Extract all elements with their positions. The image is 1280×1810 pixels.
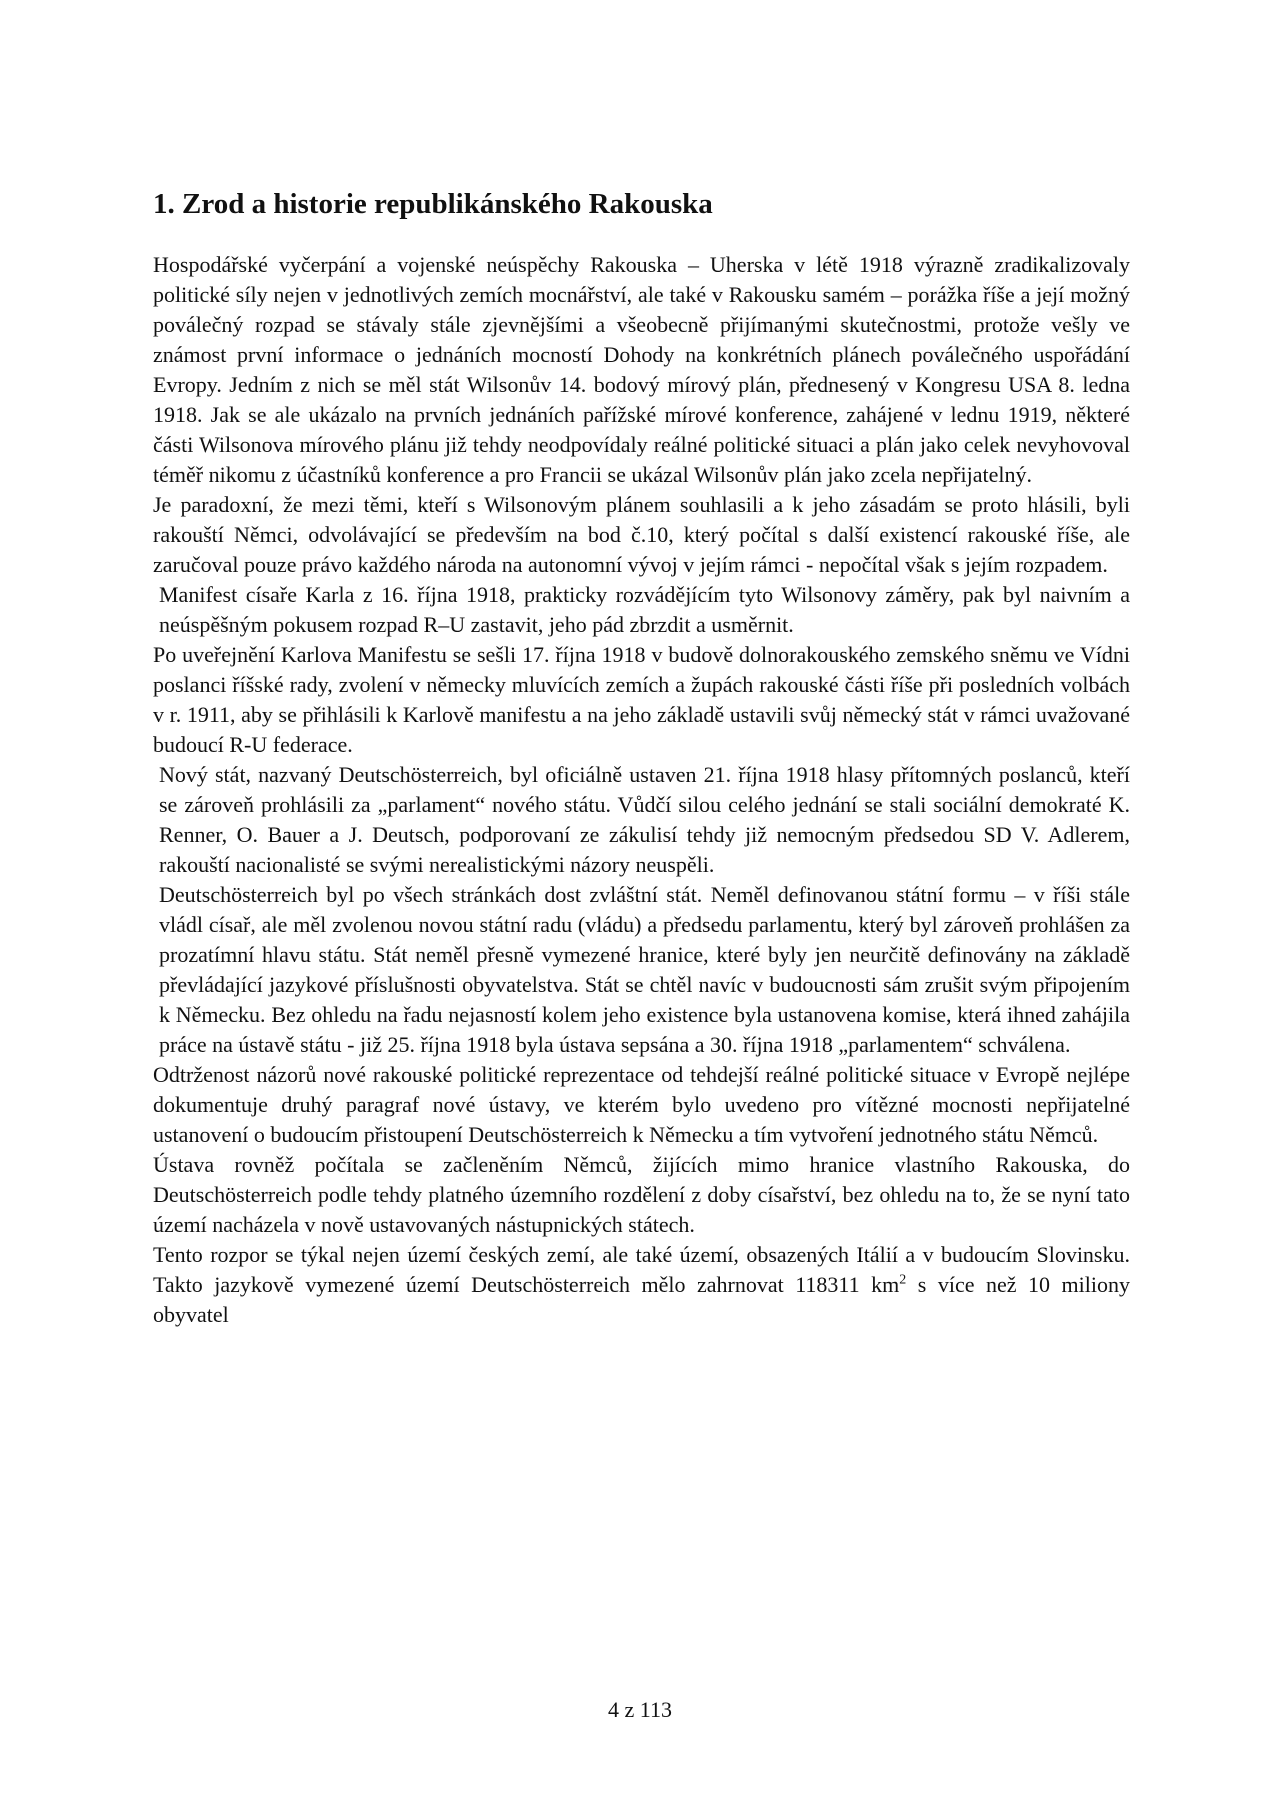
paragraph-9-tail: s více než 10 miliony obyvatel: [153, 1272, 1130, 1327]
paragraph-3: Manifest císaře Karla z 16. října 1918, prakticky rozvádějícím tyto Wilsonovy záměry, pak byl naivním a neúspěšným pokusem rozpad R–U zastavit, jeho pád zbrzdit a usměrnit.: [159, 582, 1130, 637]
paragraph-9-text: Tento rozpor se týkal nejen území českých zemí, ale také území, obsazených Itálií a v budoucím Slovinsku. Takto jazykově vymezené území Deutschösterreich mělo zahrnovat 118311 km: [153, 1242, 1130, 1297]
paragraph-2: Je paradoxní, že mezi těmi, kteří s Wilsonovým plánem souhlasili a k jeho zásadám se proto hlásili, byli rakouští Němci, odvolávající se především na bod č.10, který počítal s další existencí rakouské říše, ale zaručoval pouze právo každého národa na autonomní vývoj v jejím rámci - nepočítal však s jejím rozpadem.: [153, 492, 1130, 577]
paragraph-1: Hospodářské vyčerpání a vojenské neúspěchy Rakouska – Uherska v létě 1918 výrazně zradikalizovaly politické síly nejen v jednotlivých zemích mocnářství, ale také v Rakousku samém – porážka říše a její možný poválečný rozpad se stávaly stále zjevnějšími a všeobecně přijímanými skutečnostmi, protože vešly ve známost první informace o jednáních mocností Dohody na konkrétních plánech poválečného uspořádání Evropy. Jedním z nich se měl stát Wilsonův 14. bodový mírový plán, přednesený v Kongresu USA 8. ledna 1918. Jak se ale ukázalo na prvních jednáních pařížské mírové konference, zahájené v lednu 1919, některé části Wilsonova mírového plánu již tehdy neodpovídaly reálné politické situaci a plán jako celek nevyhovoval téměř nikomu z účastníků konference a pro Francii se ukázal Wilsonův plán jako zcela nepřijatelný.: [153, 252, 1130, 487]
page-number: 4 z 113: [608, 1697, 672, 1722]
body-text: [153, 250, 1130, 1330]
paragraph-7: Odtrženost názorů nové rakouské politické reprezentace od tehdejší reálné politické situace v Evropě nejlépe dokumentuje druhý paragraf nové ústavy, ve kterém bylo uvedeno pro vítězné mocnosti nepřijatelné ustanovení o budoucím přistoupení Deutschösterreich k Německu a tím vytvoření jednotného státu Němců.: [153, 1062, 1130, 1147]
paragraph-5: Nový stát, nazvaný Deutschösterreich, byl oficiálně ustaven 21. října 1918 hlasy přítomných poslanců, kteří se zároveň prohlásili za „parlament“ nového státu. Vůdčí silou celého jednání se stali sociální demokraté K. Renner, O. Bauer a J. Deutsch, podporovaní ze zákulisí tehdy již nemocným předsedou SD V. Adlerem, rakouští nacionalisté se svými nerealistickými názory neuspěli.: [159, 762, 1130, 877]
paragraph-6: Deutschösterreich byl po všech stránkách dost zvláštní stát. Neměl definovanou státní formu – v říši stále vládl císař, ale měl zvolenou novou státní radu (vládu) a předsedu parlamentu, který byl zároveň prohlášen za prozatímní hlavu státu. Stát neměl přesně vymezené hranice, které byly jen neurčitě definovány na základě převládající jazykové příslušnosti obyvatelstva. Stát se chtěl navíc v budoucnosti sám zrušit svým připojením k Německu. Bez ohledu na řadu nejasností kolem jeho existence byla ustanovena komise, která ihned zahájila práce na ústavě státu - již 25. října 1918 byla ústava sepsána a 30. října 1918 „parlamentem“ schválena.: [159, 882, 1130, 1057]
chapter-heading: 1. Zrod a historie republikánského Rakouska: [153, 188, 713, 220]
paragraph-4: Po uveřejnění Karlova Manifestu se sešli 17. října 1918 v budově dolnorakouského zemského sněmu ve Vídni poslanci říšské rady, zvolení v německy mluvících zemích a župách rakouské části říše při posledních volbách v r. 1911, aby se přihlásili k Karlově manifestu a na jeho základě ustavili svůj německý stát v rámci uvažované budoucí R-U federace.: [153, 642, 1130, 757]
paragraph-9: [153, 1240, 1130, 1330]
paragraph-8: Ústava rovněž počítala se začleněním Němců, žijících mimo hranice vlastního Rakouska, do Deutschösterreich podle tehdy platného územního rozdělení z doby císařství, bez ohledu na to, že se nyní tato území nacházela v nově ustavovaných nástupnických státech.: [153, 1152, 1130, 1237]
superscript-2: 2: [899, 1272, 907, 1288]
